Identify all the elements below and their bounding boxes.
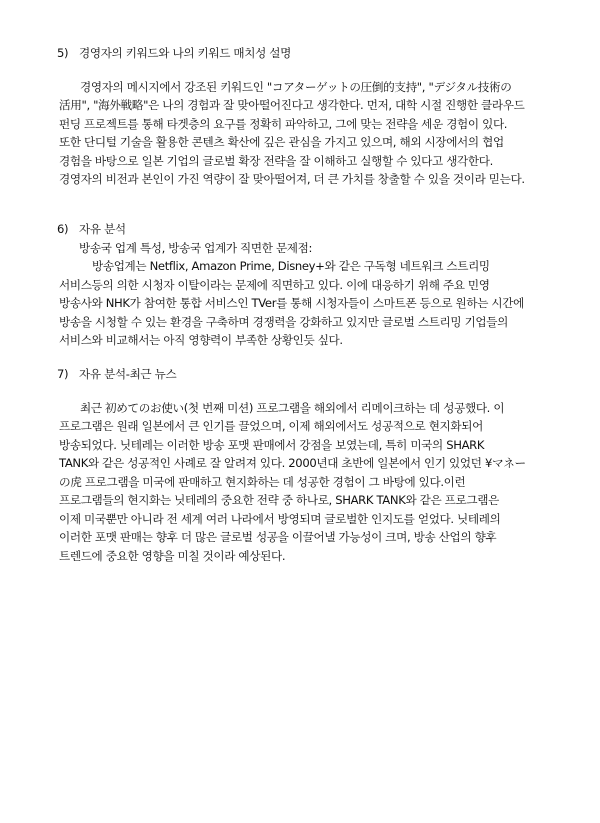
- section-6-line-2: 서비스등의 의한 시청자 이탈이라는 문제에 직면하고 있다. 이에 대응하기 위해 주요 민영: [59, 278, 490, 292]
- section-7-line-9: 트렌드에 중요한 영향을 미칠 것이라 예상된다.: [59, 549, 286, 563]
- section-7-line-6: 프로그램들의 현지화는 닛테레의 중요한 전략 중 하나로, SHARK TANK와 같은 프로그램은: [59, 493, 499, 507]
- section-7-line-3: 방송되었다. 닛테레는 이러한 방송 포맷 판매에서 강점을 보였는데, 특히 미국의 SHARK: [59, 438, 485, 452]
- section-6-line-5: 서비스와 비교해서는 아직 영향력이 부족한 상황인듯 싶다.: [59, 333, 343, 347]
- section-7-line-5: の虎 프로그램을 미국에 판매하고 현지화하는 데 성공한 경험이 그 바탕에 있다.이런: [59, 475, 466, 489]
- section-5-line-3: 펀딩 프로젝트를 통해 타겟층의 요구를 정확히 파악하고, 그에 맞는 전략을 세운 경험이 있다.: [59, 117, 508, 131]
- section-7-line-8: 이러한 포맷 판매는 향후 더 많은 글로벌 성공을 이끌어낼 가능성이 크며, 방송 산업의 향후: [59, 530, 497, 544]
- section-6-line-3: 방송사와 NHK가 참여한 통합 서비스인 TVer를 통해 시청자들이 스마트폰 등으로 원하는 시간에: [59, 296, 524, 310]
- section-6-heading: 자유 분석: [79, 222, 126, 236]
- section-7-line-7: 이제 미국뿐만 아니라 전 세계 여러 나라에서 방영되며 글로벌한 인지도를 얻었다. 닛테레의: [59, 512, 501, 526]
- section-6-subheading: 방송국 업계 특성, 방송국 업계가 직면한 문제점:: [79, 241, 313, 255]
- section-5-heading: 경영자의 키워드와 나의 키워드 매치성 설명: [79, 46, 291, 60]
- section-5-number: 5): [57, 46, 69, 60]
- section-7-heading: 자유 분석-최근 뉴스: [79, 367, 177, 381]
- section-6-number: 6): [57, 222, 69, 236]
- section-6-line-1: 방송업계는 Netflix, Amazon Prime, Disney+와 같은 구독형 네트워크 스트리밍: [92, 259, 490, 273]
- section-5-line-1: 경영자의 메시지에서 강조된 키워드인 "コアターゲットの圧倒的支持", "デジタル技術の: [80, 80, 512, 94]
- section-5-line-4: 또한 단디털 기술을 활용한 콘텐츠 확산에 깊은 관심을 가지고 있으며, 해외 시장에서의 협업: [59, 135, 504, 149]
- section-6-line-4: 방송을 시청할 수 있는 환경을 구축하며 경쟁력을 강화하고 있지만 글로벌 스트리밍 기업들의: [59, 315, 508, 329]
- section-5-line-5: 경험을 바탕으로 일본 기업의 글로벌 확장 전략을 잘 이해하고 실행할 수 있다고 생각한다.: [59, 154, 493, 168]
- section-7-number: 7): [57, 367, 69, 381]
- section-7-line-1: 최근 初めてのお使い(첫 번째 미션) 프로그램을 해외에서 리메이크하는 데 성공했다. 이: [80, 401, 505, 415]
- section-7-line-4: TANK와 같은 성공적인 사례로 잘 알려져 있다. 2000년대 초반에 일본에서 인기 있었던 ¥マネー: [59, 456, 526, 470]
- section-7-line-2: 프로그램은 원래 일본에서 큰 인기를 끌었으며, 이제 해외에서도 성공적으로 현지화되어: [59, 419, 483, 433]
- section-5-line-6: 경영자의 비전과 본인이 가진 역량이 잘 맞아떨어져, 더 큰 가치를 창출할 수 있을 것이라 믿는다.: [59, 172, 525, 186]
- section-5-line-2: 活用", "海外戦略"은 나의 경험과 잘 맞아떨어진다고 생각한다. 먼저, 대학 시절 진행한 클라우드: [59, 98, 525, 112]
